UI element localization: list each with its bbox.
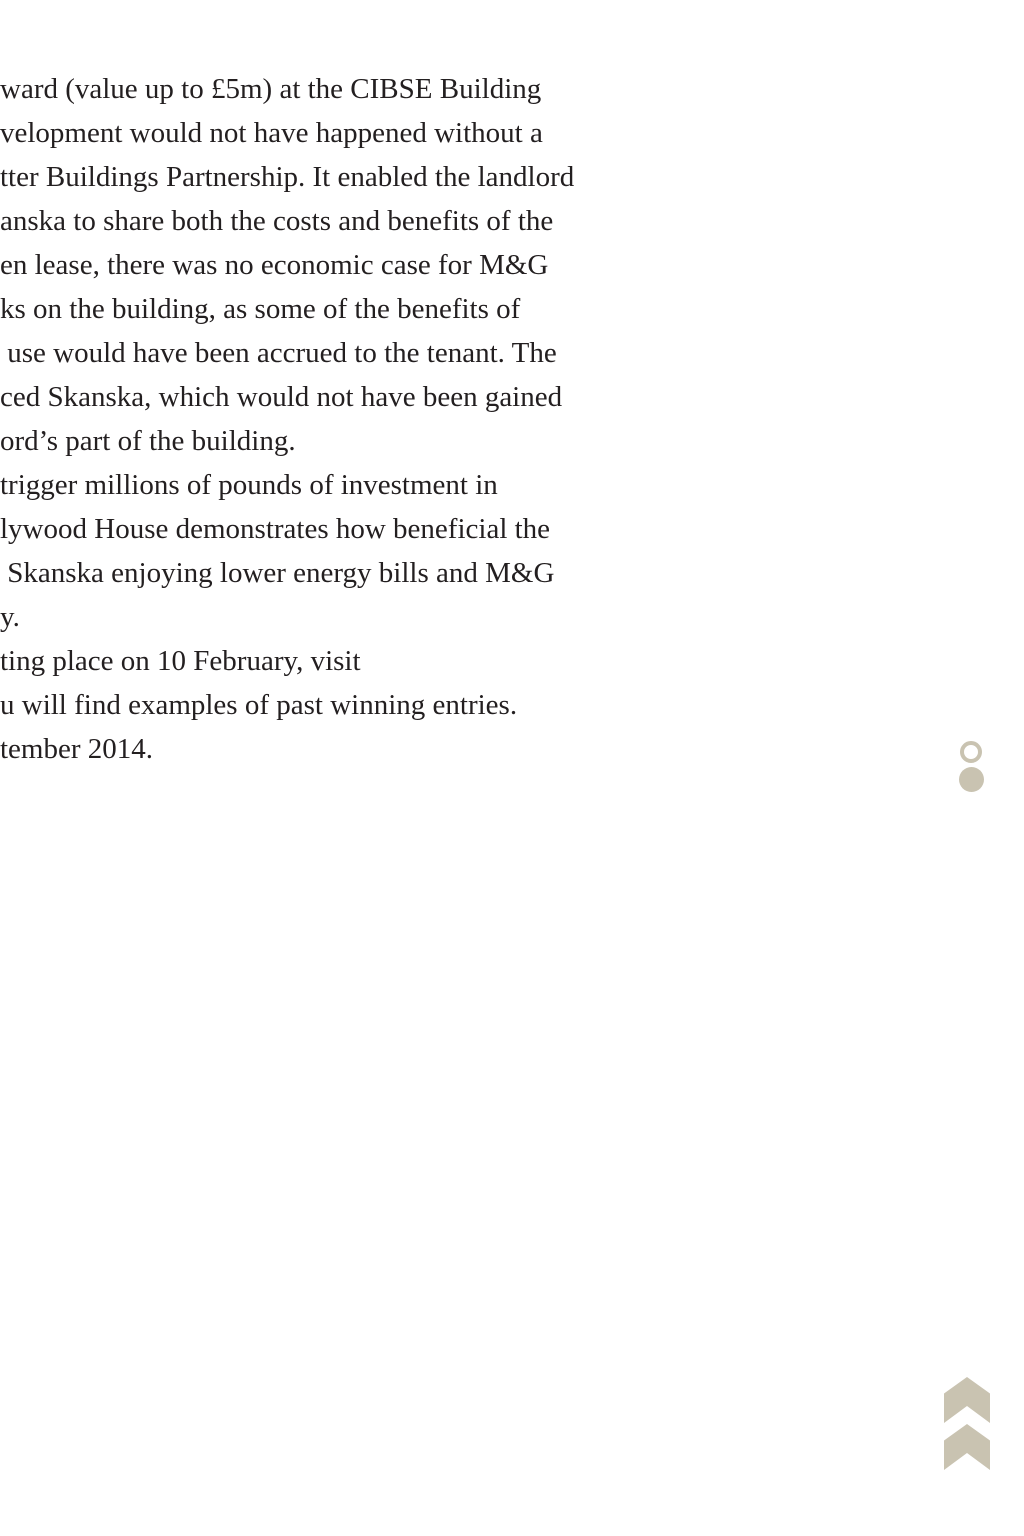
chevron-up-icon (944, 1424, 990, 1470)
page-dot-active[interactable] (959, 767, 984, 792)
text-line: use would have been accrued to the tenant. The (0, 337, 557, 369)
text-line: trigger millions of pounds of investment in (0, 469, 498, 501)
text-line: en lease, there was no economic case for M&G (0, 249, 549, 281)
text-line: velopment would not have happened without a (0, 117, 543, 149)
text-line: ced Skanska, which would not have been gained (0, 381, 563, 413)
scroll-up-control[interactable] (944, 1377, 990, 1470)
article-text-column (0, 67, 720, 771)
text-line: tter Buildings Partnership. It enabled the landlord (0, 161, 575, 193)
text-line: anska to share both the costs and benefits of the (0, 205, 554, 237)
text-line: ord’s part of the building. (0, 425, 296, 457)
text-line: lywood House demonstrates how beneficial the (0, 513, 551, 545)
text-line: Skanska enjoying lower energy bills and M&G (0, 557, 555, 589)
page-indicator-dots (956, 741, 986, 792)
chevron-up-icon (944, 1377, 990, 1423)
text-line: ting place on 10 February, visit (0, 645, 361, 677)
page-dot-inactive[interactable] (960, 741, 982, 763)
text-line: u will find examples of past winning entries. (0, 689, 518, 721)
text-line: tember 2014. (0, 733, 154, 765)
text-line: ward (value up to £5m) at the CIBSE Building (0, 73, 542, 105)
text-line: y. (0, 601, 20, 633)
text-line: ks on the building, as some of the benefits of (0, 293, 521, 325)
